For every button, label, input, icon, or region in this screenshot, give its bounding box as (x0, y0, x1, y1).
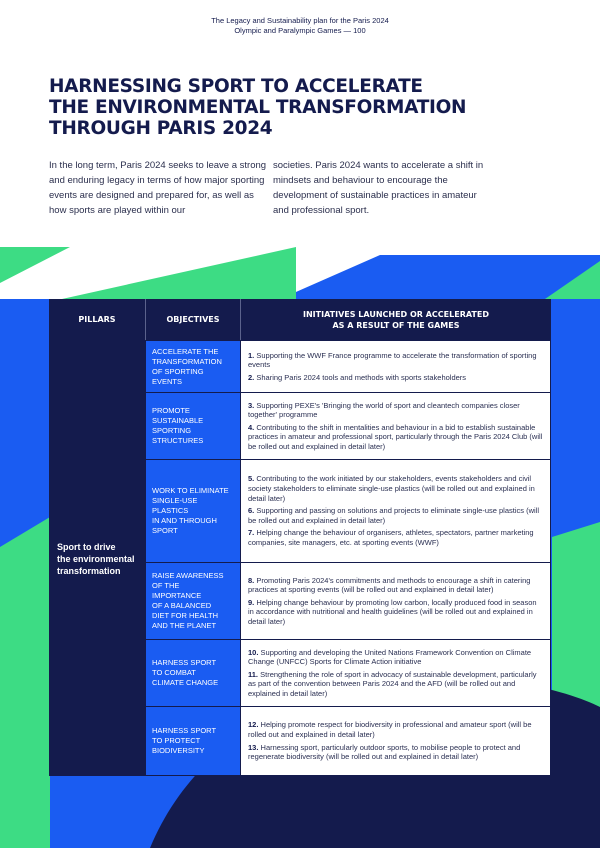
intro-paragraph-left: In the long term, Paris 2024 seeks to leave a strong and enduring legacy in terms of how major sporting events are designed and prepared for, as well as how sports are played within our (49, 160, 267, 216)
objective-line: RAISE AWARENESS (152, 571, 224, 580)
objective-line: PROMOTE (152, 406, 190, 415)
header-line-2: Olympic and Paralympic Games — 100 (234, 26, 366, 35)
header-initiatives-line-2: AS A RESULT OF THE GAMES (332, 320, 460, 330)
objective-cell (146, 707, 240, 775)
initiative-text: Promoting Paris 2024's commitments and methods to encourage a shift in catering practices at sporting events (will be rolled out and explained in detail later) (248, 575, 531, 595)
title-line-3: THROUGH PARIS 2024 (49, 118, 273, 139)
objective-cell (146, 393, 240, 459)
initiative-text: Contributing to the work initiated by our stakeholders, events stakeholders and civil society stakeholders to eliminate single-use plastics (will be rolled out and explained in detail later) (248, 474, 535, 503)
initiative-item (248, 576, 543, 595)
page-header (0, 16, 600, 36)
initiatives-cell (241, 563, 550, 639)
objective-line: OF A BALANCED (152, 601, 212, 610)
objective-cell (146, 640, 240, 706)
objective-line: SPORTING (152, 426, 192, 435)
initiative-item (248, 598, 543, 627)
objective-line: TO COMBAT (152, 668, 196, 677)
initiatives-cell (241, 707, 550, 775)
objective-line: WORK TO ELIMINATE (152, 486, 229, 495)
initiatives-cell (241, 640, 550, 706)
pillar-line-2: the environmental (57, 553, 135, 564)
objective-line: TRANSFORMATION (152, 356, 222, 366)
title-line-1: HARNESSING SPORT TO ACCELERATE (49, 76, 423, 97)
pillar-cell (49, 341, 145, 776)
objective-line: TO PROTECT (152, 736, 201, 745)
page-title (49, 76, 466, 139)
initiative-number: 12. (248, 720, 259, 730)
initiative-number: 13. (248, 742, 259, 752)
initiatives-cell (241, 393, 550, 459)
objective-line: HARNESS SPORT (152, 726, 217, 735)
initiative-text: Supporting and developing the United Nations Framework Convention on Climate Change (UNFCC) Sports for Climate Action initiative (248, 647, 532, 667)
initiative-item (248, 351, 543, 370)
initiatives-cell (241, 341, 550, 392)
objective-line: STRUCTURES (152, 436, 204, 445)
objective-line: ACCELERATE THE (152, 346, 219, 356)
objective-line: CLIMATE CHANGE (152, 678, 219, 687)
objective-cell (146, 563, 240, 639)
initiative-item (248, 474, 543, 503)
objective-cell (146, 341, 240, 392)
initiative-text: Sharing Paris 2024 tools and methods with sports stakeholders (256, 372, 467, 382)
objective-line: IMPORTANCE (152, 591, 202, 600)
objective-line: SINGLE-USE (152, 496, 198, 505)
initiative-number: 8. (248, 575, 255, 585)
initiative-text: Strengthening the role of sport in advocacy of sustainable development, particularly as part of the convention between Paris 2024 and the AFD (will be rolled out and explained in detail later) (248, 669, 537, 698)
initiative-text: Supporting PEXE's 'Bringing the world of sport and cleantech companies closer together' programme (248, 400, 520, 420)
objective-line: IN AND THROUGH (152, 516, 217, 525)
objective-line: DIET FOR HEALTH (152, 611, 218, 620)
initiatives-cell (241, 460, 550, 562)
initiative-item (248, 528, 543, 547)
initiative-number: 7. (248, 528, 255, 538)
pillars-table (49, 299, 551, 776)
initiative-number: 6. (248, 506, 255, 516)
initiative-item (248, 373, 543, 383)
pillar-line-3: transformation (57, 565, 121, 576)
objective-line: EVENTS (152, 376, 183, 386)
objective-line: SUSTAINABLE (152, 416, 204, 425)
initiative-item (248, 648, 543, 667)
header-initiatives (241, 299, 551, 340)
objective-line: OF SPORTING (152, 366, 204, 376)
initiative-item (248, 743, 543, 762)
initiative-text: Supporting and passing on solutions and projects to eliminate single-use plastics (will be rolled out and explained in detail later) (248, 506, 540, 525)
initiative-text: Helping change the behaviour of organisers, athletes, spectators, partner marketing companies, site managers, etc. at sporting events (WWF) (248, 528, 534, 547)
header-pillars: PILLARS (78, 315, 116, 324)
initiative-text: Helping change behaviour by promoting low carbon, locally produced food in season in accordance with nutritional and health guidelines (will be rolled out and explained in detail later) (248, 597, 537, 626)
initiative-number: 11. (248, 669, 259, 679)
initiative-text: Harnessing sport, particularly outdoor sports, to mobilise people to protect and regenerate biodiversity (will be rolled out and explained in detail later) (248, 742, 521, 762)
initiative-item (248, 720, 543, 739)
intro-paragraph-right: societies. Paris 2024 wants to accelerate a shift in mindsets and behaviour to encourage the development of sustainable practices in amateur and professional sport. (273, 160, 484, 216)
initiative-number: 9. (248, 597, 255, 607)
objective-line: PLASTICS (152, 506, 189, 515)
initiative-number: 4. (248, 422, 255, 432)
header-objectives: OBJECTIVES (166, 315, 220, 324)
objective-line: AND THE PLANET (152, 621, 217, 630)
bg-green-lower-left-shape (0, 517, 50, 848)
objective-cell (146, 460, 240, 562)
initiative-number: 2. (248, 372, 255, 382)
title-line-2: THE ENVIRONMENTAL TRANSFORMATION (49, 97, 467, 118)
initiative-number: 3. (248, 400, 255, 410)
initiative-item (248, 423, 543, 452)
initiative-text: Helping promote respect for biodiversity in professional and amateur sport (will be rolled out and explained in detail later) (248, 720, 532, 739)
initiative-number: 5. (248, 474, 255, 484)
objective-line: BIODIVERSITY (152, 746, 205, 755)
initiative-item (248, 401, 543, 420)
initiative-item (248, 506, 543, 525)
objective-line: HARNESS SPORT (152, 658, 217, 667)
pillar-line-1: Sport to drive (57, 541, 116, 552)
objective-line: OF THE (152, 581, 180, 590)
initiative-number: 10. (248, 647, 259, 657)
initiative-text: Supporting the WWF France programme to accelerate the transformation of sporting events (248, 350, 537, 370)
header-initiatives-line-1: INITIATIVES LAUNCHED OR ACCELERATED (303, 309, 489, 319)
header-line-1: The Legacy and Sustainability plan for the Paris 2024 (211, 16, 389, 25)
initiative-number: 1. (248, 350, 255, 360)
objective-line: SPORT (152, 526, 178, 535)
initiative-text: Contributing to the shift in mentalities and behaviour in a bid to establish sustainable practices in amateur and professional sport, particularly through the Paris 2024 Club (will be rolled out and explained in detail later) (248, 422, 543, 451)
initiative-item (248, 670, 543, 699)
